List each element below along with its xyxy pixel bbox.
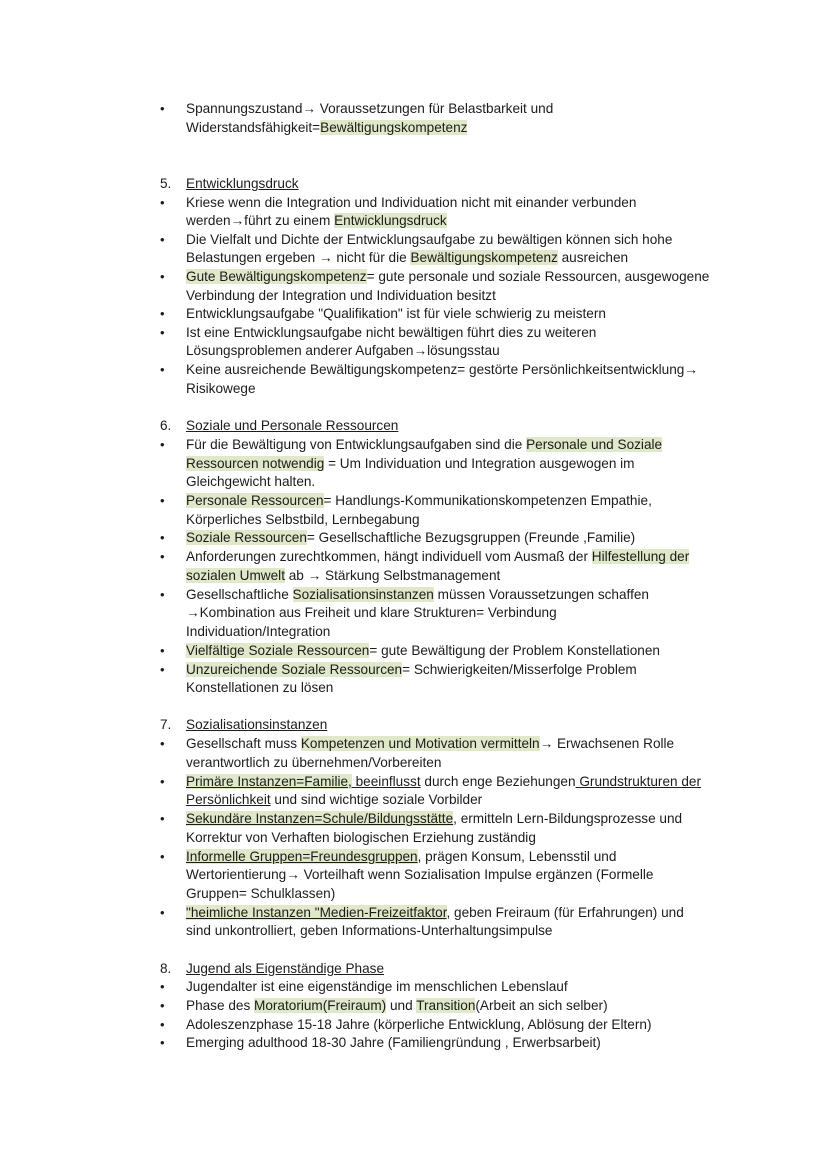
- highlight: Personale Ressourcen: [186, 493, 324, 508]
- bullet-icon: •: [160, 587, 165, 602]
- list-item-cont: verantwortlich zu übernehmen/Vorbereiten: [186, 755, 442, 770]
- list-item: Für die Bewältigung von Entwicklungsaufgaben sind die Personale und Soziale: [186, 437, 663, 452]
- section-title: Sozialisationsinstanzen: [186, 717, 328, 732]
- list-item: Anforderungen zurechtkommen, hängt individuell vom Ausmaß der Hilfestellung der: [186, 549, 690, 564]
- bullet-icon: •: [160, 979, 165, 994]
- list-item-cont: Individuation/Integration: [186, 624, 331, 639]
- bullet-icon: •: [160, 774, 165, 789]
- list-item-cont: Konstellationen zu lösen: [186, 680, 334, 695]
- bullet-icon: •: [160, 306, 165, 321]
- list-item: Sekundäre Instanzen=Schule/Bildungsstätte, ermitteln Lern-Bildungsprozesse und: [186, 811, 683, 826]
- list-item: Phase des Moratorium(Freiraum) und Transition(Arbeit an sich selber): [186, 998, 608, 1013]
- list-item-cont: Wertorientierung→ Vorteilhaft wenn Sozialisation Impulse ergänzen (Formelle: [186, 867, 654, 882]
- list-item: Die Vielfalt und Dichte der Entwicklungsaufgabe zu bewältigen können sich hohe: [186, 232, 673, 247]
- list-item-cont: Korrektur von Verhaften biologischen Erziehung zuständig: [186, 830, 536, 845]
- list-item-cont: Gleichgewicht halten.: [186, 474, 316, 489]
- highlight: sozialen Umwelt: [186, 568, 285, 583]
- list-item: Gute Bewältigungskompetenz= gute personale und soziale Ressourcen, ausgewogene: [186, 269, 710, 284]
- list-item: Gesellschaftliche Sozialisationsinstanzen müssen Voraussetzungen schaffen: [186, 587, 649, 602]
- highlight: Unzureichende Soziale Ressourcen: [186, 662, 403, 677]
- bullet-icon: •: [160, 195, 165, 210]
- section-number: 7.: [160, 717, 172, 732]
- highlight: Vielfältige Soziale Ressourcen: [186, 643, 370, 658]
- highlight: Soziale Ressourcen: [186, 530, 307, 545]
- list-item: Ist eine Entwicklungsaufgabe nicht bewältigen führt dies zu weiteren: [186, 325, 597, 340]
- bullet-icon: •: [160, 232, 165, 247]
- bullet-icon: •: [160, 1035, 165, 1050]
- bullet-icon: •: [160, 325, 165, 340]
- list-item: Primäre Instanzen=Familie, beeinflusst durch enge Beziehungen Grundstrukturen der: [186, 774, 701, 789]
- list-item: Gesellschaft muss Kompetenzen und Motivation vermitteln→ Erwachsenen Rolle: [186, 736, 675, 751]
- highlight: Hilfestellung der: [591, 549, 690, 564]
- section-title: Entwicklungsdruck: [186, 176, 299, 191]
- highlight: Kompetenzen und Motivation vermitteln: [300, 736, 540, 751]
- list-item-cont: Persönlichkeit und sind wichtige soziale Vorbilder: [186, 792, 483, 807]
- bullet-icon: •: [160, 493, 165, 508]
- highlight: Transition: [416, 998, 476, 1013]
- list-item: Entwicklungsaufgabe "Qualifikation" ist für viele schwierig zu meistern: [186, 306, 606, 321]
- bullet-icon: •: [160, 849, 165, 864]
- bullet-icon: •: [160, 811, 165, 826]
- bullet-icon: •: [160, 662, 165, 677]
- bullet-icon: •: [160, 643, 165, 658]
- list-item: Vielfältige Soziale Ressourcen= gute Bewältigung der Problem Konstellationen: [186, 643, 660, 658]
- list-item: Unzureichende Soziale Ressourcen= Schwierigkeiten/Misserfolge Problem: [186, 662, 637, 677]
- section-title: Jugend als Eigenständige Phase: [186, 961, 385, 976]
- list-item: Jugendalter ist eine eigenständige im menschlichen Lebenslauf: [186, 979, 568, 994]
- list-item-cont: sind unkontrolliert, geben Informations-Unterhaltungsimpulse: [186, 923, 553, 938]
- list-item: Soziale Ressourcen= Gesellschaftliche Bezugsgruppen (Freunde ,Familie): [186, 530, 636, 545]
- highlight: Personale und Soziale: [526, 437, 663, 452]
- bullet-icon: •: [160, 437, 165, 452]
- list-item: "heimliche Instanzen "Medien-Freizeitfaktor, geben Freiraum (für Erfahrungen) und: [186, 905, 684, 920]
- list-item-cont: Risikowege: [186, 381, 256, 396]
- list-item-cont: Belastungen ergeben → nicht für die Bewältigungskompetenz ausreichen: [186, 250, 629, 265]
- bullet-icon: •: [160, 101, 165, 116]
- list-item: Informelle Gruppen=Freundesgruppen, prägen Konsum, Lebensstil und: [186, 849, 617, 864]
- bullet-icon: •: [160, 905, 165, 920]
- bullet-icon: •: [160, 1017, 165, 1032]
- highlight: Informelle Gruppen=Freundesgruppen: [186, 849, 418, 864]
- bullet-icon: •: [160, 269, 165, 284]
- bullet-icon: •: [160, 362, 165, 377]
- list-item: Personale Ressourcen= Handlungs-Kommunikationskompetenzen Empathie,: [186, 493, 652, 508]
- highlight: Primäre Instanzen=Familie,: [186, 774, 352, 789]
- highlight: Moratorium(Freiraum): [254, 998, 387, 1013]
- list-item-cont: Verbindung der Integration und Individuation besitzt: [186, 288, 496, 303]
- list-item-cont: Körperliches Selbstbild, Lernbegabung: [186, 512, 420, 527]
- bullet-icon: •: [160, 549, 165, 564]
- highlight: "heimliche Instanzen "Medien-Freizeitfaktor: [186, 905, 447, 920]
- list-item-cont: Widerstandsfähigkeit=Bewältigungskompetenz: [186, 120, 468, 135]
- list-item-cont: Gruppen= Schulklassen): [186, 886, 336, 901]
- list-item-cont: werden→führt zu einem Entwicklungsdruck: [186, 213, 447, 228]
- list-item: Keine ausreichende Bewältigungskompetenz= gestörte Persönlichkeitsentwicklung→: [186, 362, 698, 377]
- list-item: Adoleszenzphase 15-18 Jahre (körperliche Entwicklung, Ablösung der Eltern): [186, 1017, 652, 1032]
- highlight: Sekundäre Instanzen=Schule/Bildungsstätte: [186, 811, 454, 826]
- section-number: 8.: [160, 961, 172, 976]
- list-item: Spannungszustand→ Voraussetzungen für Belastbarkeit und: [186, 101, 554, 116]
- bullet-icon: •: [160, 998, 165, 1013]
- highlight: Gute Bewältigungskompetenz: [186, 269, 367, 284]
- highlight: Entwicklungsdruck: [334, 213, 447, 228]
- highlight: Ressourcen notwendig: [186, 456, 325, 471]
- bullet-icon: •: [160, 530, 165, 545]
- highlight: Bewältigungskompetenz: [320, 120, 468, 135]
- list-item-cont: →Kombination aus Freiheit und klare Strukturen= Verbindung: [186, 605, 557, 620]
- bullet-icon: •: [160, 736, 165, 751]
- list-item-cont: sozialen Umwelt ab → Stärkung Selbstmanagement: [186, 568, 501, 583]
- list-item-cont: Lösungsproblemen anderer Aufgaben→lösungsstau: [186, 343, 500, 358]
- list-item: Kriese wenn die Integration und Individuation nicht mit einander verbunden: [186, 195, 637, 210]
- section-title: Soziale und Personale Ressourcen: [186, 418, 399, 433]
- list-item: Emerging adulthood 18-30 Jahre (Familiengründung , Erwerbsarbeit): [186, 1035, 601, 1050]
- highlight: Bewältigungskompetenz: [410, 250, 558, 265]
- highlight: Sozialisationsinstanzen: [292, 587, 434, 602]
- list-item-cont: Ressourcen notwendig = Um Individuation und Integration ausgewogen im: [186, 456, 635, 471]
- section-number: 5.: [160, 176, 172, 191]
- section-number: 6.: [160, 418, 172, 433]
